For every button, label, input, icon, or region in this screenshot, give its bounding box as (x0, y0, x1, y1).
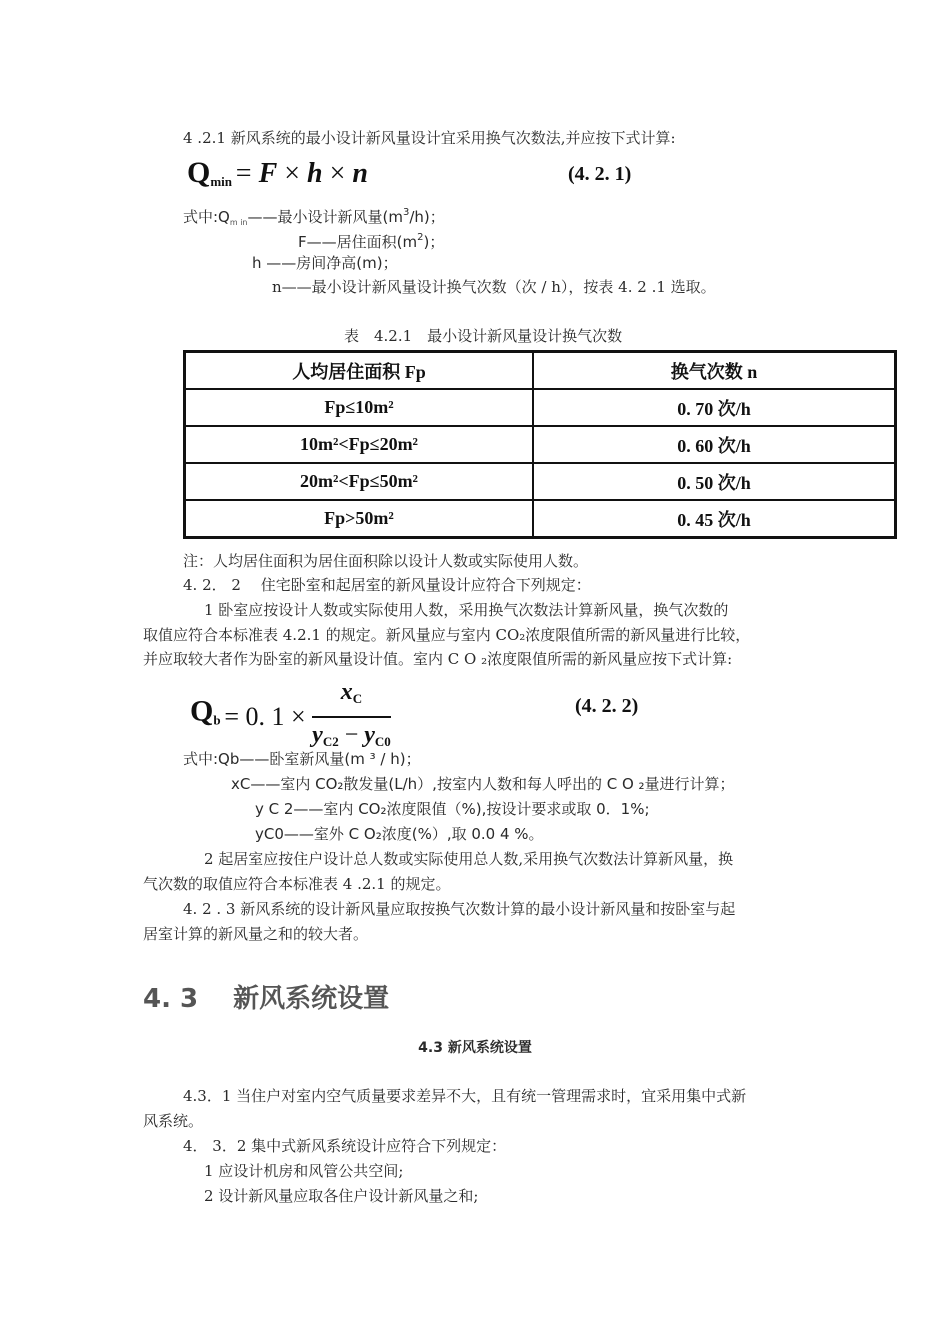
clause-4-3-2-item2: 2 设计新风量应取各住户设计新风量之和; (204, 1187, 479, 1205)
table-cell-area: Fp>50m² (185, 500, 534, 538)
section-subheading-4-3: 4.3 新风系统设置 (418, 1040, 532, 1056)
formula-q-subscript: min (210, 174, 233, 189)
clause-4-2-3-line1: 4. 2 . 3 新风系统的设计新风量应取按换气次数计算的最小设计新风量和按卧室与起 (183, 900, 736, 918)
var-h: h ——房间净高(m)； (252, 254, 398, 272)
var-n: n——最小设计新风量设计换气次数（次 / h），按表 4. 2 .1 选取。 (272, 278, 716, 296)
table-row (185, 389, 896, 426)
clause-4-2-2-item1-line3: 并应取较大者作为卧室的新风量设计值。室内 C O ₂浓度限值所需的新风量应按下式计算: (143, 650, 733, 668)
formula-f: F (258, 158, 278, 189)
formula2-coefficient: = 0. 1 × (224, 702, 313, 731)
table-cell-area: 10m²<Fp≤20m² (185, 426, 534, 463)
formula2-q: Q (190, 694, 214, 728)
formula2-numerator: $x_C$ (312, 677, 391, 718)
table-header-air-change: 换气次数 n (533, 352, 896, 390)
table-cell-rate: 0. 60 次/h (533, 426, 896, 463)
formula-times-1: × (277, 158, 308, 189)
table-header-row (185, 352, 896, 390)
formula-number-4-2-2: (4. 2. 2) (575, 695, 639, 717)
var-qmin: 式中$:Q_{m in}——$最小设计新风量$(m^3/h)$； (183, 207, 445, 227)
clause-4-3-2-title: 4． 3．2 集中式新风系统设计应符合下列规定： (183, 1137, 507, 1155)
table-caption: 表 4.2.1 最小设计新风量设计换气次数 (344, 327, 623, 345)
formula-q: Q (187, 156, 211, 189)
air-change-table (183, 350, 897, 539)
formula-4-2-2 (190, 677, 391, 757)
clause-4-2-2-item2-line1: 2 起居室应按住户设计总人数或实际使用总人数,采用换气次数法计算新风量，换 (204, 850, 734, 868)
formula-h: h (307, 158, 323, 189)
clause-4-3-1-line1: 4.3．1 当住户对室内空气质量要求差异不大，且有统一管理需求时，宜采用集中式新 (183, 1087, 747, 1105)
table-note: 注：人均居住面积为居住面积除以设计人数或实际使用人数。 (183, 552, 589, 570)
var-yc0: yC0——室外 C O₂浓度(%）,取 0.0 4 %。 (255, 825, 544, 843)
clause-4-2-2-item1-line1: 1 卧室应按设计人数或实际使用人数，采用换气次数法计算新风量，换气次数的 (204, 601, 729, 619)
table-cell-rate: 0. 70 次/h (533, 389, 896, 426)
formula-n: n (352, 158, 368, 189)
formula-number-4-2-1: (4. 2. 1) (568, 163, 632, 185)
formula2-q-subscript: b (213, 712, 221, 728)
table-row (185, 426, 896, 463)
clause-4-2-1: 4 .2.1 新风系统的最小设计新风量设计宜采用换气次数法,并应按下式计算: (183, 129, 676, 147)
table-cell-rate: 0. 50 次/h (533, 463, 896, 500)
table-cell-area: 20m²<Fp≤50m² (185, 463, 534, 500)
clause-4-2-2-title: 4. 2． 2 住宅卧室和起居室的新风量设计应符合下列规定： (183, 576, 591, 594)
section-heading-4-3: 4. 3 新风系统设置 (143, 984, 390, 1014)
var-qb: 式中:Qb——卧室新风量(m ³ / h)； (183, 750, 421, 768)
table-header-area: 人均居住面积 Fp (185, 352, 534, 390)
formula2-denominator: $y_{C2} - y_{C0}$ (312, 722, 391, 749)
formula-equals: = (235, 158, 259, 189)
var-yc2: y C 2——室内 CO₂浓度限值（%),按设计要求或取 0．1%; (255, 800, 650, 818)
clause-4-3-2-item1: 1 应设计机房和风管公共空间; (204, 1162, 404, 1180)
table-cell-rate: 0. 45 次/h (533, 500, 896, 538)
formula-times-2: × (322, 158, 353, 189)
table-row (185, 463, 896, 500)
formula2-fraction (312, 677, 391, 757)
var-f: F——居住面积$(m^2)$； (298, 232, 445, 251)
clause-4-3-1-line2: 风系统。 (143, 1112, 204, 1130)
clause-4-2-2-item2-line2: 气次数的取值应符合本标准表 4 .2.1 的规定。 (143, 875, 451, 893)
clause-4-2-3-line2: 居室计算的新风量之和的较大者。 (143, 925, 369, 943)
table-cell-area: Fp≤10m² (185, 389, 534, 426)
clause-4-2-2-item1-line2: 取值应符合本标准表 4.2.1 的规定。新风量应与室内 CO₂浓度限值所需的新风量进行比较， (143, 626, 751, 644)
formula-4-2-1 (187, 155, 368, 200)
var-xc: xC——室内 CO₂散发量(L/h）,按室内人数和每人呼出的 C O ₂量进行计算； (231, 775, 735, 793)
table-row (185, 500, 896, 538)
